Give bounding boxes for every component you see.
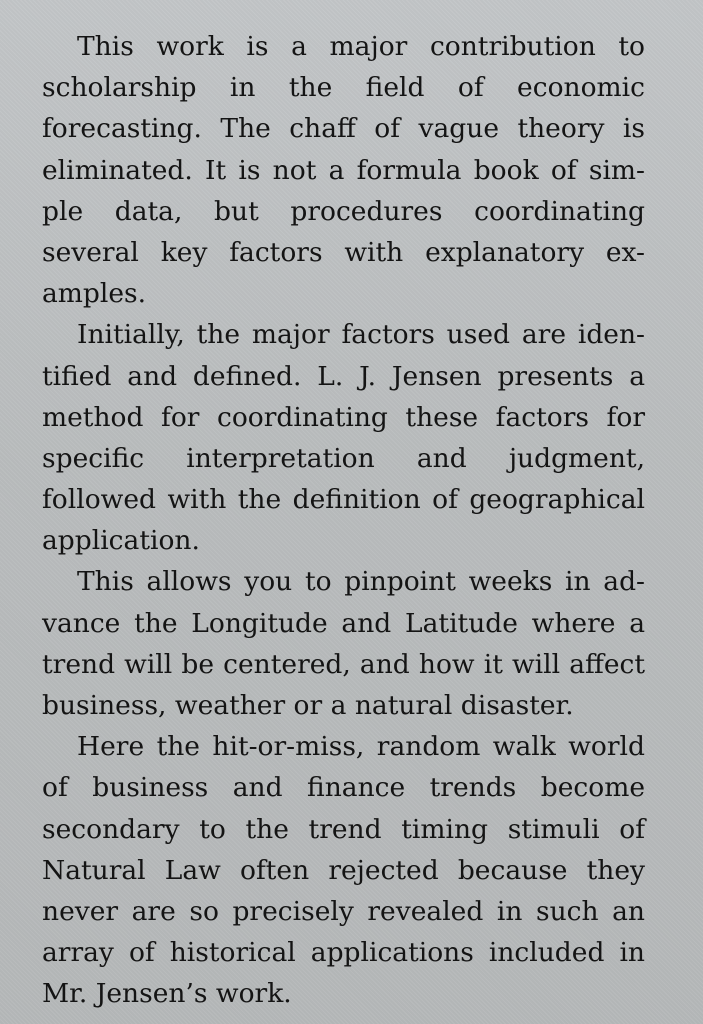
text-line: secondary to the trend timing stimuli of — [42, 813, 645, 845]
text-line: Here the hit-or-miss, random walk world — [77, 731, 645, 763]
text-line: never are so precisely revealed in such an — [42, 895, 645, 927]
text-line: amples. — [42, 278, 147, 310]
paragraph-2 — [42, 314, 645, 561]
text-line: of business and finance trends become — [42, 772, 645, 804]
paragraph-4 — [42, 726, 645, 1014]
text-line: vance the Longitude and Latitude where a — [42, 607, 645, 639]
text-line: specific interpretation and judgment, — [42, 442, 645, 474]
text-line: forecasting. The chaff of vague theory is — [42, 113, 645, 145]
text-line: eliminated. It is not a formula book of sim- — [42, 154, 645, 186]
text-line: Initially, the major factors used are iden- — [77, 319, 645, 351]
text-line: trend will be centered, and how it will affect — [42, 648, 645, 680]
text-line: ple data, but procedures coordinating — [42, 195, 645, 227]
text-line: tified and defined. L. J. Jensen presents a — [42, 360, 645, 392]
text-line: scholarship in the field of economic — [42, 72, 645, 104]
text-line: Natural Law often rejected because they — [42, 854, 645, 886]
text-line: application. — [42, 525, 200, 557]
body-text — [42, 26, 645, 1015]
text-line: method for coordinating these factors for — [42, 401, 645, 433]
text-line: array of historical applications included in — [42, 937, 645, 969]
paragraph-3 — [42, 561, 645, 726]
text-line: business, weather or a natural disaster. — [42, 690, 574, 721]
text-line: This allows you to pinpoint weeks in ad- — [77, 566, 645, 598]
text-line: Mr. Jensen’s work. — [42, 978, 292, 1010]
paragraph-1 — [42, 26, 645, 314]
text-line: several key factors with explanatory ex- — [42, 236, 645, 268]
text-line: This work is a major contribution to — [77, 31, 645, 62]
text-line: followed with the definition of geographical — [42, 484, 645, 516]
